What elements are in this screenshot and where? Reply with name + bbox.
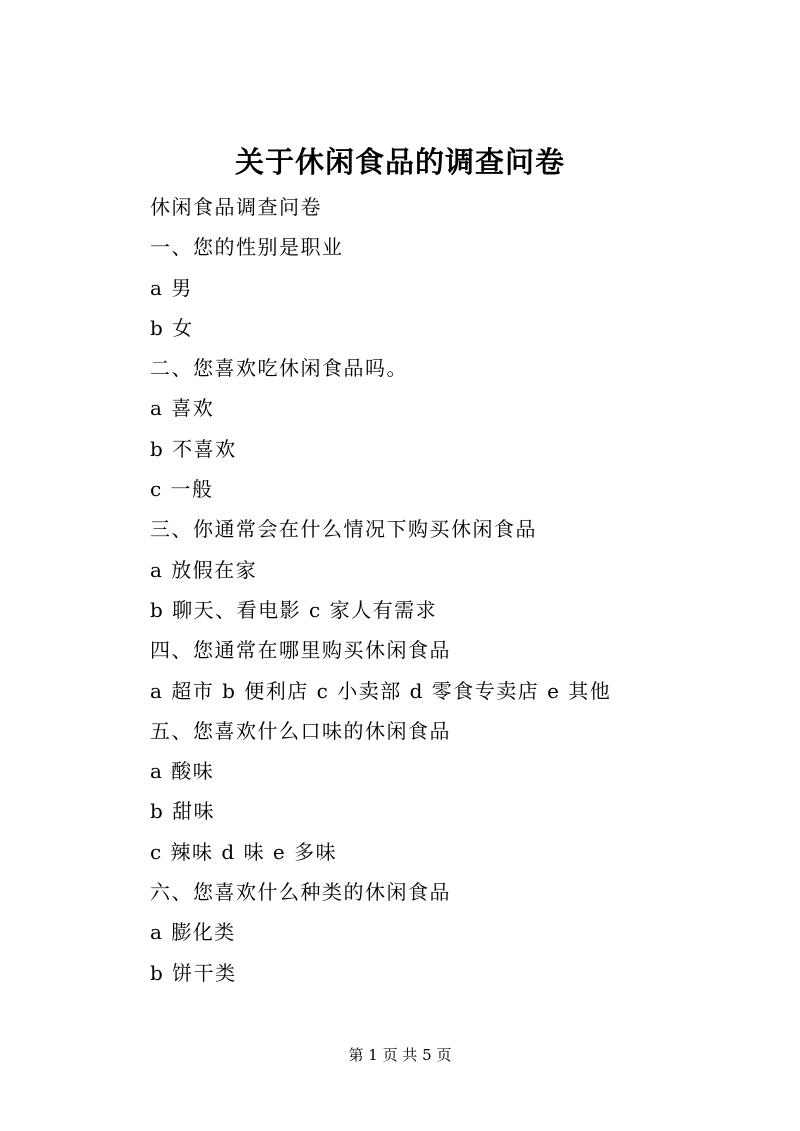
option-line: b 不喜欢 <box>150 436 237 461</box>
option-line: c 辣味 d 味 e 多味 <box>150 839 338 864</box>
option-line: b 饼干类 <box>150 960 237 985</box>
option-line: b 甜味 <box>150 799 216 824</box>
question-5: 五、您喜欢什么口味的休闲食品 <box>150 718 451 743</box>
questionnaire-body <box>150 191 770 997</box>
option-line: a 超市 b 便利店 c 小卖部 d 零食专卖店 e 其他 <box>150 678 612 703</box>
option-line: a 放假在家 <box>150 557 258 582</box>
question-4: 四、您通常在哪里购买休闲食品 <box>150 638 451 663</box>
option-line: a 喜欢 <box>150 396 215 421</box>
option-line: b 聊天、看电影 c 家人有需求 <box>150 597 438 622</box>
question-2: 二、您喜欢吃休闲食品吗。 <box>150 356 408 381</box>
option-line: a 膨化类 <box>150 920 236 945</box>
question-6: 六、您喜欢什么种类的休闲食品 <box>150 880 451 905</box>
option-line: b 女 <box>150 315 194 340</box>
page-number-footer: 第 1 页 共 5 页 <box>348 1046 452 1064</box>
subtitle-line: 休闲食品调查问卷 <box>150 195 322 219</box>
question-3: 三、你通常会在什么情况下购买休闲食品 <box>150 517 537 542</box>
question-1: 一、您的性别是职业 <box>150 235 344 260</box>
option-line: a 酸味 <box>150 759 215 784</box>
option-line: c 一般 <box>150 477 214 502</box>
document-title: 关于休闲食品的调查问卷 <box>234 145 565 179</box>
option-line: a 男 <box>150 275 193 300</box>
